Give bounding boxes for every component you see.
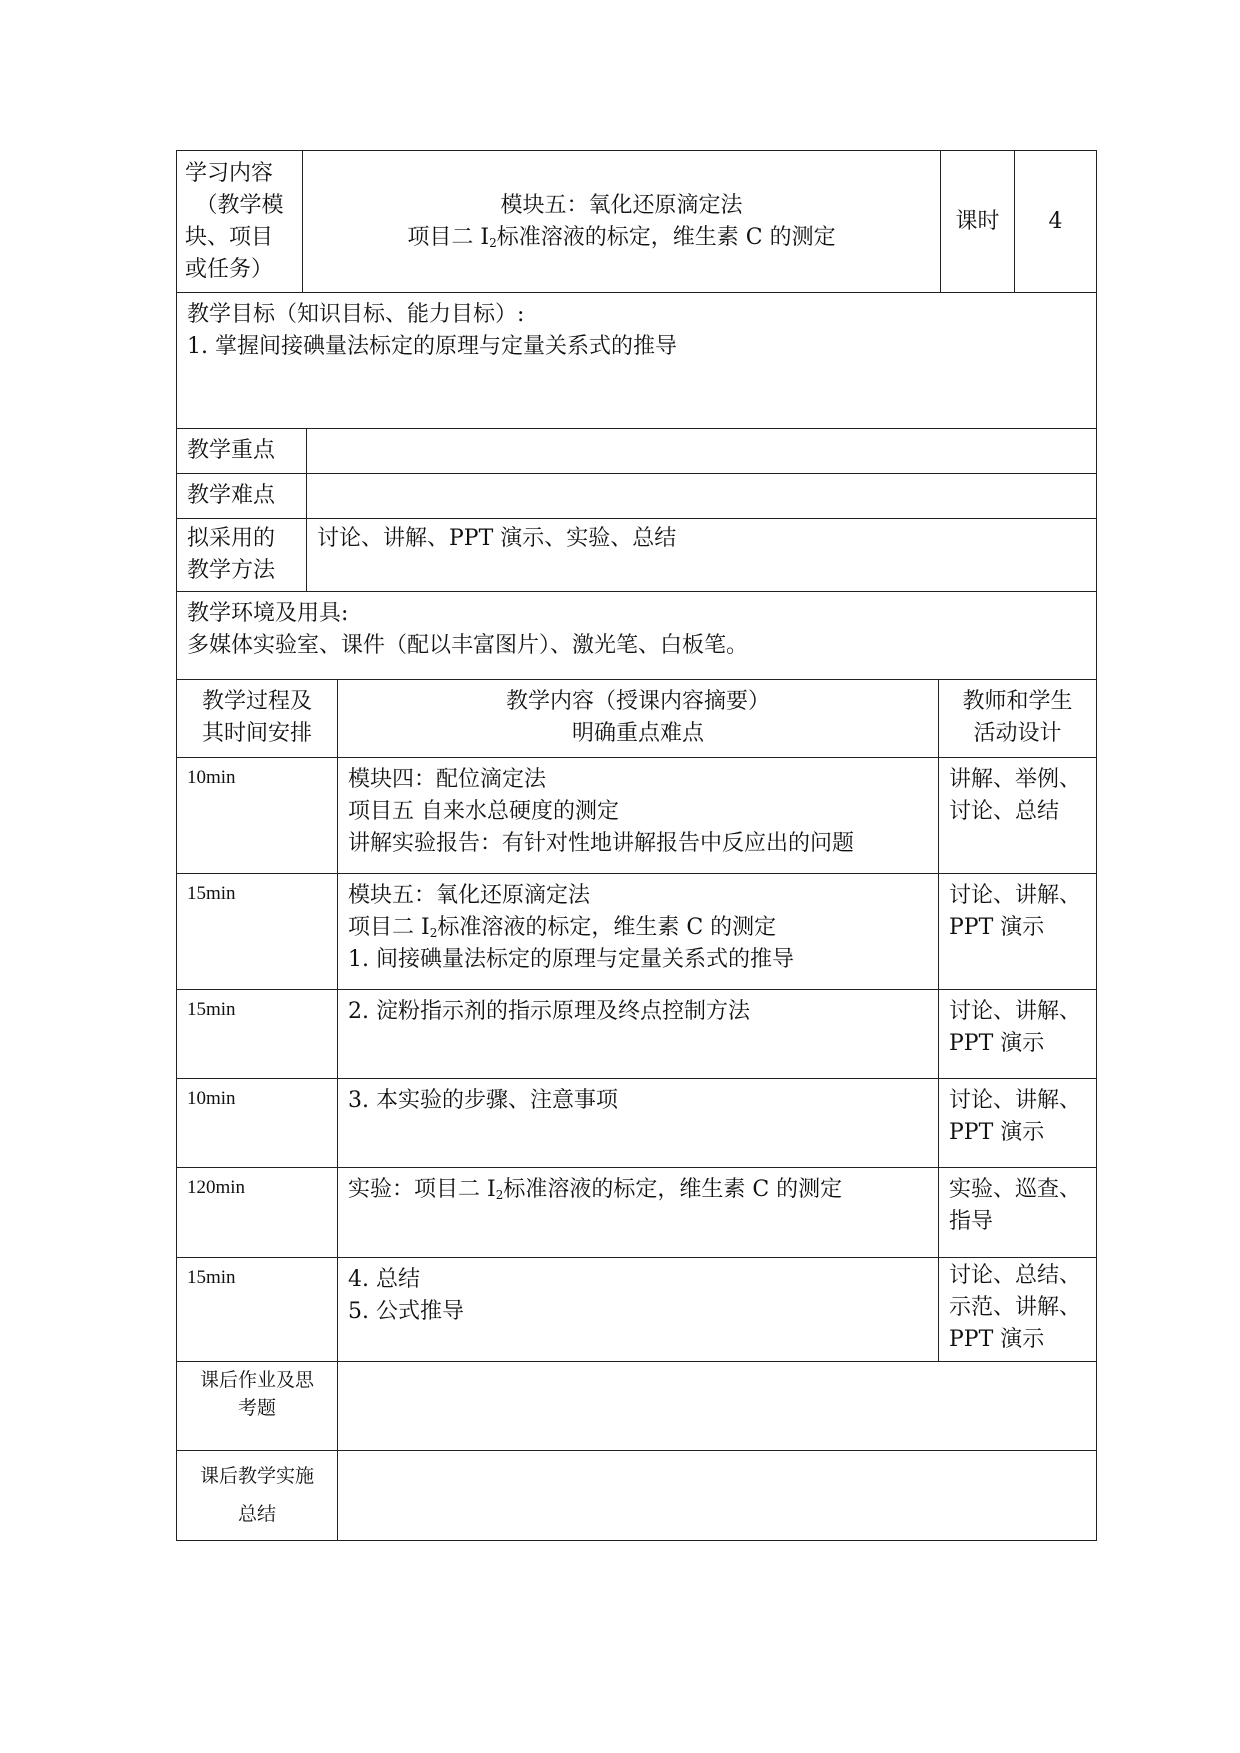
row-time: 15min (177, 1257, 338, 1361)
content-label-line: 学习内容 (185, 160, 274, 186)
header-process-time: 教学过程及 其时间安排 (177, 679, 338, 757)
row-time: 15min (177, 873, 338, 989)
row-activity: 讨论、讲解、 PPT 演示 (939, 1078, 1097, 1167)
row-time: 10min (177, 1078, 338, 1167)
summary-label: 课后教学实施 总结 (177, 1450, 338, 1540)
hours-value: 4 (1015, 151, 1097, 293)
row-activity: 讨论、讲解、 PPT 演示 (939, 989, 1097, 1078)
row-content: 实验：项目二 $I_2$标准溶液的标定，维生素 C 的测定 (338, 1167, 939, 1257)
table-row (177, 1257, 1097, 1361)
difficulties-value (307, 474, 1097, 519)
row-activity: 讨论、讲解、 PPT 演示 (939, 873, 1097, 989)
module-title: 模块五：氧化还原滴定法 (500, 192, 743, 218)
row-content: 2. 淀粉指示剂的指示原理及终点控制方法 (338, 989, 939, 1078)
methods-label: 拟采用的 教学方法 (177, 519, 307, 592)
row-activity: 实验、巡查、 指导 (939, 1167, 1097, 1257)
table-row (177, 1167, 1097, 1257)
row-content: 3. 本实验的步骤、注意事项 (338, 1078, 939, 1167)
row-content: 模块五：氧化还原滴定法 项目二 $I_2$标准溶液的标定，维生素 C 的测定 1. 间接碘量法标定的原理与定量关系式的推导 (338, 873, 939, 989)
teaching-process-table (176, 679, 1097, 1541)
objectives-cell (177, 293, 1097, 429)
content-label-line: 或任务） (185, 256, 274, 282)
row-activity: 讨论、总结、 示范、讲解、 PPT 演示 (939, 1257, 1097, 1361)
objectives-item: 1. 掌握间接碘量法标定的原理与定量关系式的推导 (187, 334, 677, 359)
content-label-line: （教学模 (195, 192, 284, 218)
lesson-info-table (176, 150, 1097, 680)
table-row (177, 873, 1097, 989)
module-cell (303, 151, 941, 293)
header-activity-design: 教师和学生 活动设计 (939, 679, 1097, 757)
lesson-plan-page (176, 150, 1096, 1541)
environment-value: 多媒体实验室、课件（配以丰富图片）、激光笔、白板笔。 (187, 633, 749, 658)
summary-value (338, 1450, 1097, 1540)
difficulties-label: 教学难点 (177, 474, 307, 519)
methods-value: 讨论、讲解、PPT 演示、实验、总结 (307, 519, 1097, 592)
row-content: 4. 总结 5. 公式推导 (338, 1257, 939, 1361)
header-teaching-content: 教学内容（授课内容摘要） 明确重点难点 (338, 679, 939, 757)
row-time: 15min (177, 989, 338, 1078)
key-points-label: 教学重点 (177, 429, 307, 474)
project-title: 项目二 $I_2$标准溶液的标定，维生素 C 的测定 (407, 224, 836, 250)
homework-value (338, 1361, 1097, 1450)
hours-label: 课时 (941, 151, 1015, 293)
row-time: 120min (177, 1167, 338, 1257)
table-row (177, 1078, 1097, 1167)
homework-label: 课后作业及思 考题 (177, 1361, 338, 1450)
table-row (177, 757, 1097, 873)
key-points-value (307, 429, 1097, 474)
environment-cell (177, 592, 1097, 680)
objectives-label: 教学目标（知识目标、能力目标）: (187, 302, 525, 327)
row-activity: 讲解、举例、 讨论、总结 (939, 757, 1097, 873)
table-row (177, 989, 1097, 1078)
content-label-cell (177, 151, 303, 293)
environment-label: 教学环境及用具: (187, 601, 349, 626)
row-content: 模块四：配位滴定法 项目五 自来水总硬度的测定 讲解实验报告：有针对性地讲解报告中反应出的问题 (338, 757, 939, 873)
content-label-line: 块、项目 (185, 224, 274, 250)
row-time: 10min (177, 757, 338, 873)
